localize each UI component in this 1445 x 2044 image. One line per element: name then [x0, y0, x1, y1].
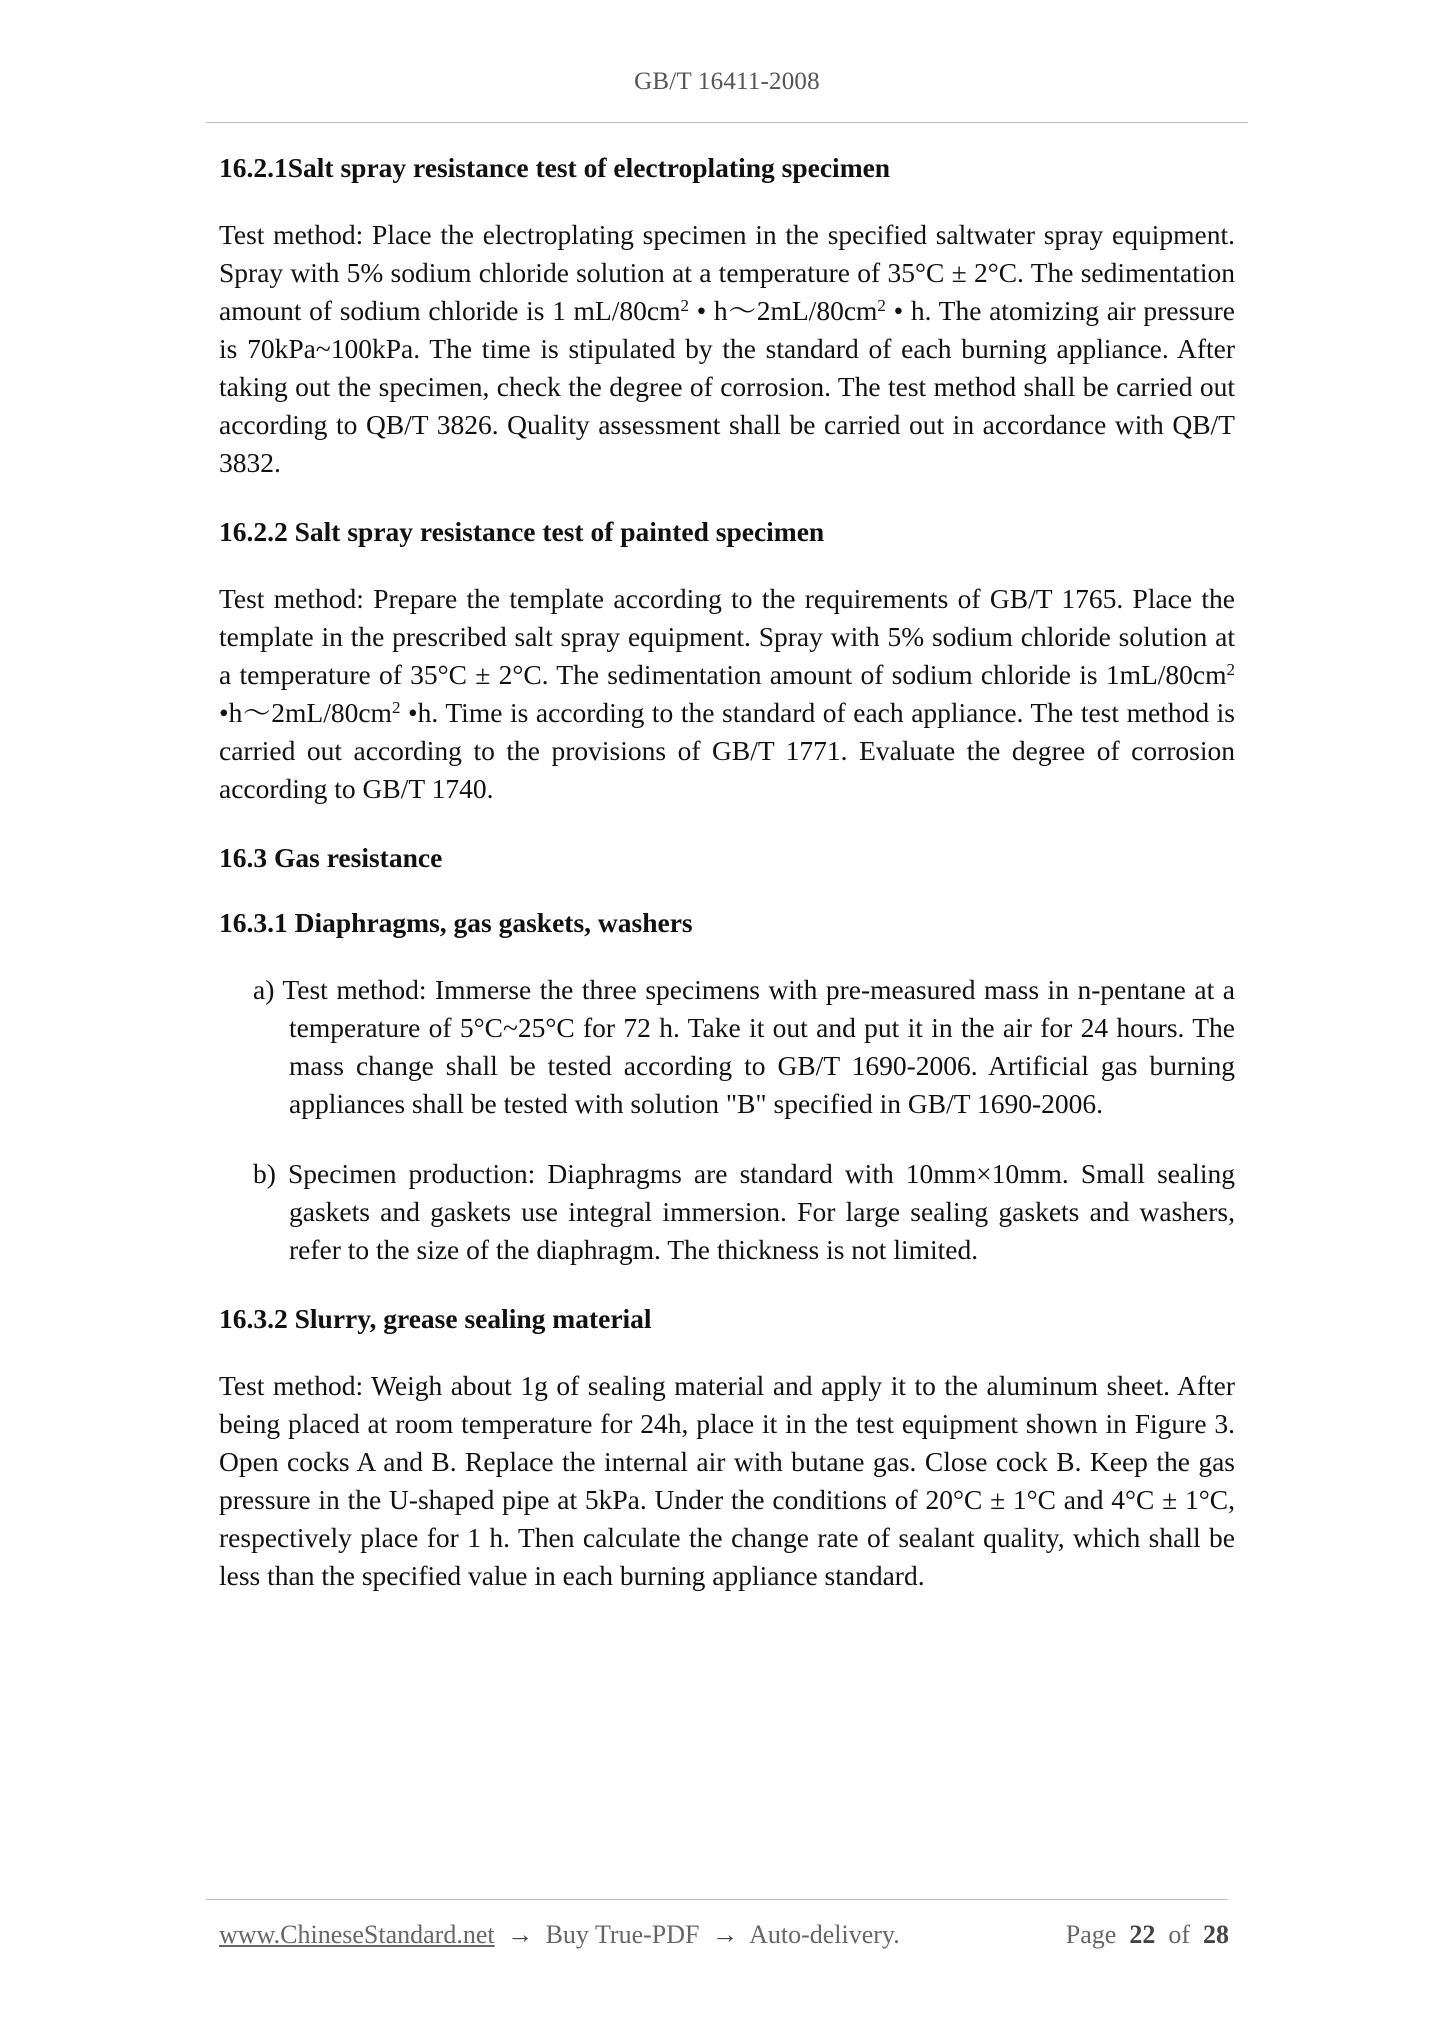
- standard-code: GB/T 16411-2008: [634, 68, 820, 95]
- section-heading-16-3: 16.3 Gas resistance: [219, 841, 443, 873]
- section-heading-16-2-2: 16.2.2 Salt spray resistance test of painted specimen: [219, 515, 825, 547]
- paragraph-electroplating-test: Test method: Place the electroplating specimen in the specified saltwater spray equipment. Spray with 5% sodium chloride solution at a temperature of 35°C ± 2°C. The sedimentation amount of sodium chloride is 1 $mL/80cm^2$ • $h\sim 2mL/80cm^2$ • h. The atomizing air pressure is 70kPa~100kPa. The time is stipulated by the standard of each burning appliance. After taking out the specimen, check the degree of corrosion. The test method shall be carried out according to QB/T 3826. Quality assessment shall be carried out in accordance with QB/T 3832.: [219, 218, 1236, 478]
- arrow-right-icon: →: [712, 1920, 738, 1949]
- auto-delivery-text: Auto-delivery.: [749, 1920, 900, 1949]
- of-label: of: [1168, 1920, 1190, 1949]
- page-current: 22: [1129, 1920, 1156, 1949]
- page-total: 28: [1203, 1920, 1229, 1949]
- section-heading-16-3-1: 16.3.1 Diaphragms, gas gaskets, washers: [219, 907, 693, 939]
- site-link[interactable]: www.ChineseStandard.net: [219, 1920, 495, 1949]
- paragraph-painted-test: Test method: Prepare the template according to the requirements of GB/T 1765. Place the template in the prescribed salt spray equipment. Spray with 5% sodium chloride solution at a temperature of 35°C ± 2°C. The sedimentation amount of sodium chloride is $1mL/80cm^2$ $•h\sim 2mL/80cm^2$ •h. Time is according to the standard of each appliance. The test method is carried out according to the provisions of GB/T 1771. Evaluate the degree of corrosion according to GB/T 1740.: [219, 582, 1235, 804]
- page-label: Page: [1065, 1920, 1117, 1949]
- buy-true-pdf-text: Buy True-PDF: [545, 1920, 700, 1949]
- footer-promo: [219, 1920, 900, 1950]
- paragraph-sealing-material-test: Test method: Weigh about 1g of sealing material and apply it to the aluminum sheet. After being placed at room temperature for 24h, place it in the test equipment shown in Figure 3. Open cocks A and B. Replace the internal air with butane gas. Close cock B. Keep the gas pressure in the U-shaped pipe at 5kPa. Under the conditions of 20°C ± 1°C and 4°C ± 1°C, respectively place for 1 h. Then calculate the change rate of sealant quality, which shall be less than the specified value in each burning appliance standard.: [219, 1369, 1235, 1591]
- arrow-right-icon: →: [507, 1920, 534, 1949]
- header-divider: [206, 122, 1248, 123]
- list-item-b: b) Specimen production: Diaphragms are standard with 10mm×10mm. Small sealing gaskets and gaskets use integral immersion. For large sealing gaskets and washers, refer to the size of the diaphragm. The thickness is not limited.: [253, 1158, 1235, 1265]
- section-heading-16-2-1: 16.2.1Salt spray resistance test of electroplating specimen: [219, 152, 891, 183]
- page-number: [1066, 1920, 1229, 1950]
- footer-divider: [206, 1899, 1228, 1900]
- list-item-a: a) Test method: Immerse the three specimens with pre-measured mass in n-pentane at a temperature of 5°C~25°C for 72 h. Take it out and put it in the air for 24 hours. The mass change shall be tested according to GB/T 1690-2006. Artificial gas burning appliances shall be tested with solution "B" specified in GB/T 1690-2006.: [253, 974, 1235, 1119]
- document-header: [206, 68, 1248, 96]
- document-body: [219, 150, 1235, 1595]
- section-heading-16-3-2: 16.3.2 Slurry, grease sealing material: [219, 1303, 652, 1334]
